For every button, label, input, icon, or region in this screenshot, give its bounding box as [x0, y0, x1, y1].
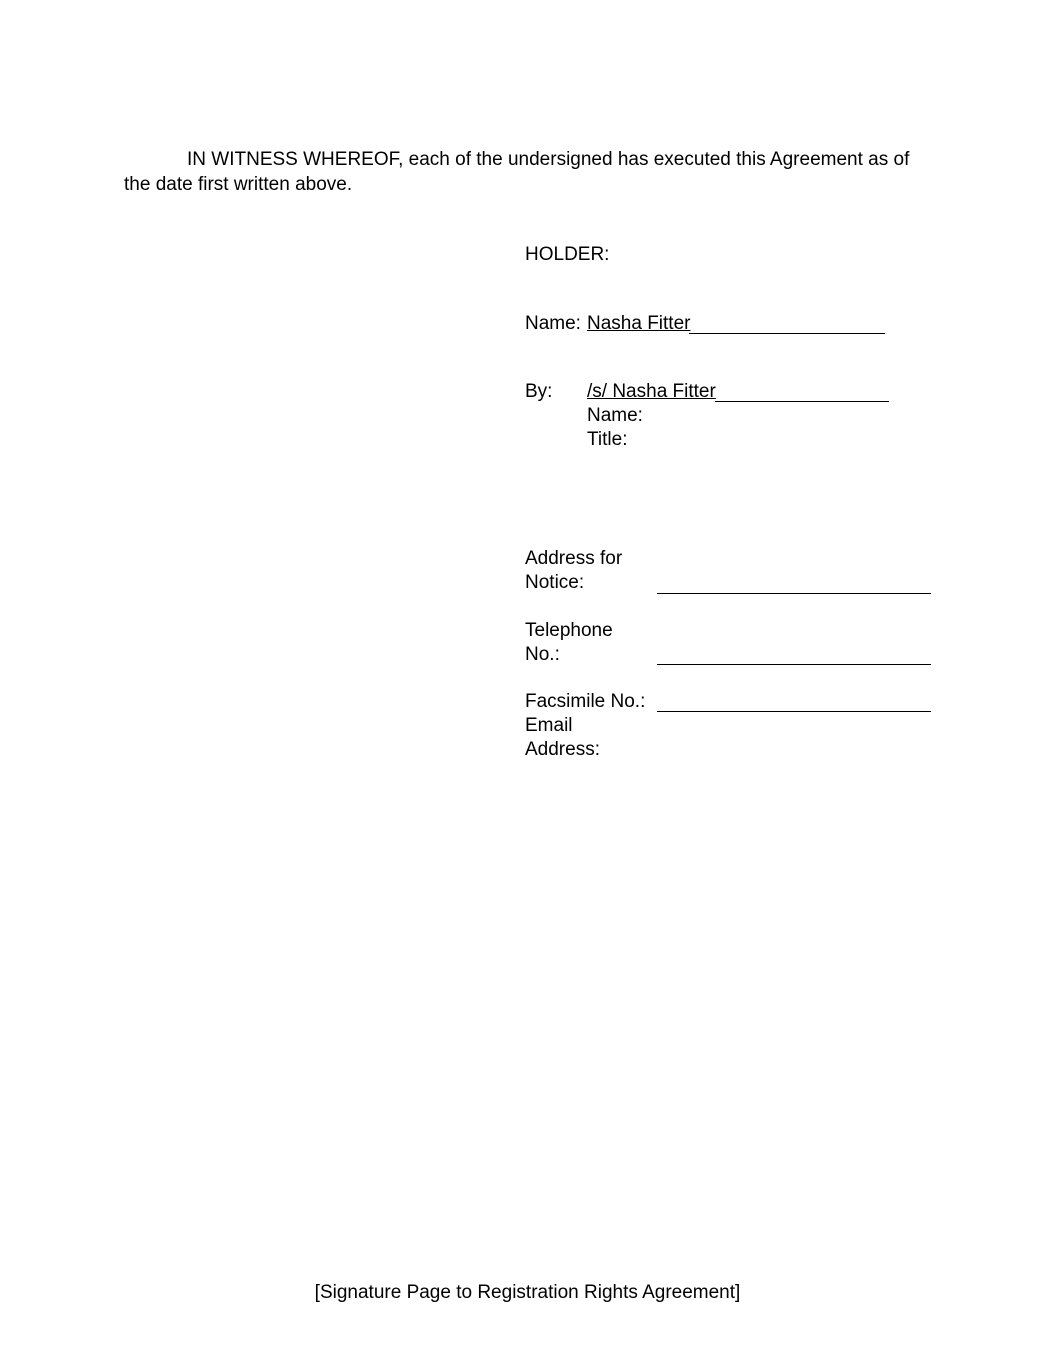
address-label	[525, 547, 622, 595]
by-value: /s/ Nasha Fitter	[587, 381, 716, 402]
address-label-line-1: Address for	[525, 548, 623, 569]
sub-title-label: Title:	[587, 429, 628, 450]
name-underline	[689, 333, 885, 334]
by-signature-field	[587, 381, 716, 403]
sub-name-label: Name:	[587, 405, 643, 426]
email-label-line-2: Address:	[525, 739, 600, 760]
name-signature-field	[587, 313, 885, 335]
by-label: By:	[525, 381, 553, 402]
telephone-label-line-2: No.:	[525, 644, 560, 665]
facsimile-field-line	[657, 711, 931, 712]
footer-caption: [Signature Page to Registration Rights Agreement]	[314, 1282, 741, 1303]
intro-line-1: IN WITNESS WHEREOF, each of the undersigned has executed this Agreement as of	[187, 149, 910, 170]
address-field-line	[657, 593, 931, 594]
email-label-line-1: Email	[525, 715, 573, 736]
telephone-label-line-1: Telephone	[525, 620, 613, 641]
email-label	[525, 714, 600, 762]
address-label-line-2: Notice:	[525, 572, 585, 593]
holder-heading: HOLDER:	[525, 244, 610, 265]
name-value: Nasha Fitter	[587, 313, 691, 334]
facsimile-label: Facsimile No.:	[525, 691, 646, 712]
intro-line-2: the date first written above.	[124, 174, 353, 195]
by-underline	[715, 401, 889, 402]
name-label: Name:	[525, 313, 581, 334]
telephone-label	[525, 619, 613, 667]
telephone-field-line	[657, 664, 931, 665]
